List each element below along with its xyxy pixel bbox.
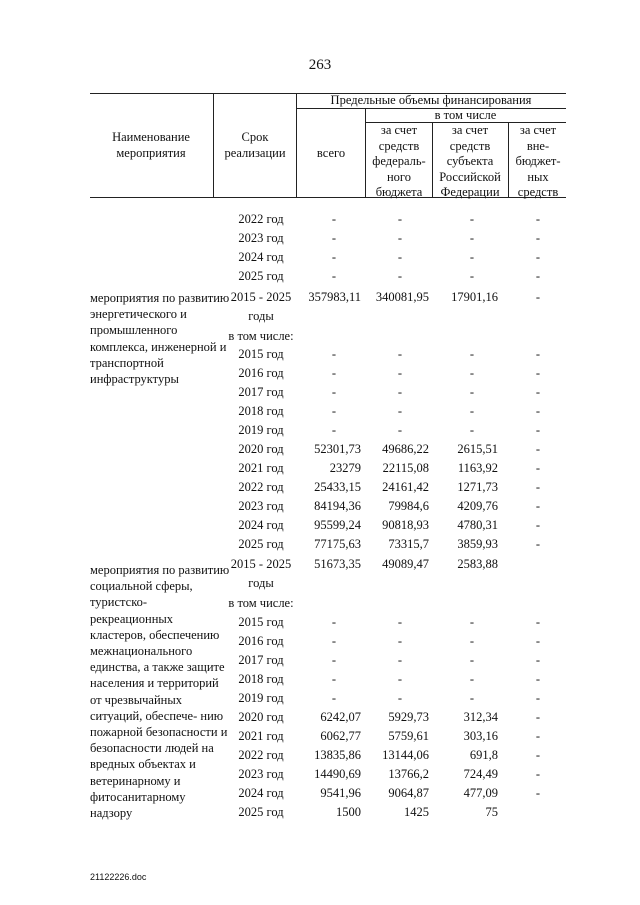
table-row-period: 2025 год (238, 537, 284, 551)
table-row-total: 6062,77 (320, 729, 361, 743)
table-row-extrabudget: - (535, 691, 541, 705)
table-row-subject: 1163,92 (457, 461, 498, 475)
table-row-federal: - (397, 269, 403, 283)
section2-name: мероприятия по развитию социальной сферы, туристско- рекреационных кластеров, обеспечению межнационального единства, а также защите населения и территорий от чрезвычайных ситуаций, обеспече- нию пожарной безопасности и безопасности людей на вредных объектах и ветеринарному и фитосанитарному надзору (90, 563, 230, 821)
table-row-total: - (331, 385, 337, 399)
table-row-subject: - (469, 653, 475, 667)
section2-including: в том числе: (228, 596, 294, 610)
section2-years-word: годы (248, 576, 274, 590)
table-row-period: 2019 год (238, 423, 284, 437)
table-row-federal: 22115,08 (382, 461, 429, 475)
table-row-federal: 1425 (404, 805, 429, 819)
table-row-federal: 24161,42 (382, 480, 429, 494)
table-row-extrabudget: - (535, 729, 541, 743)
table-row-total: 6242,07 (320, 710, 361, 724)
table-row-period: 2017 год (238, 653, 284, 667)
section2-total: 51673,35 (314, 557, 361, 571)
table-row-period: 2023 год (238, 499, 284, 513)
table-row-period: 2025 год (238, 269, 284, 283)
table-row-extrabudget: - (535, 404, 541, 418)
table-row-federal: - (397, 653, 403, 667)
section1-total-period: 2015 - 2025 (230, 290, 292, 304)
header-total: всего (316, 146, 346, 160)
table-row-federal: - (397, 250, 403, 264)
table-row-subject: - (469, 269, 475, 283)
table-row-period: 2023 год (238, 231, 284, 245)
table-row-subject: 2615,51 (457, 442, 498, 456)
table-row-period: 2016 год (238, 634, 284, 648)
table-row-extrabudget: - (535, 499, 541, 513)
table-row-total: 77175,63 (314, 537, 361, 551)
header-federal: за счет средств федераль- ного бюджета (372, 123, 426, 199)
section1-subject: 17901,16 (451, 290, 498, 304)
table-row-extrabudget: - (535, 231, 541, 245)
table-row-total: - (331, 653, 337, 667)
table-row-period: 2018 год (238, 404, 284, 418)
header-limits: Предельные объемы финансирования (330, 93, 532, 107)
table-row-total: - (331, 672, 337, 686)
table-row-subject: 312,34 (463, 710, 498, 724)
header-period: Срок реализации (224, 130, 286, 160)
table-row-federal: - (397, 212, 403, 226)
page-number: 263 (308, 57, 332, 73)
table-row-total: - (331, 615, 337, 629)
table-row-subject: - (469, 634, 475, 648)
header-name: Наименование мероприятия (112, 130, 190, 160)
table-row-total: 52301,73 (314, 442, 361, 456)
table-row-federal: 90818,93 (382, 518, 429, 532)
table-row-subject: 303,16 (463, 729, 498, 743)
table-row-subject: 691,8 (469, 748, 498, 762)
table-row-period: 2024 год (238, 518, 284, 532)
table-row-subject: - (469, 250, 475, 264)
table-row-period: 2021 год (238, 729, 284, 743)
table-row-subject: 724,49 (463, 767, 498, 781)
table-row-extrabudget: - (535, 653, 541, 667)
table-row-federal: - (397, 672, 403, 686)
table-row-extrabudget: - (535, 423, 541, 437)
table-row-federal: - (397, 634, 403, 648)
table-row-period: 2022 год (238, 480, 284, 494)
table-row-period: 2020 год (238, 710, 284, 724)
table-row-extrabudget: - (535, 634, 541, 648)
section1-federal: 340081,95 (375, 290, 429, 304)
table-row-period: 2024 год (238, 250, 284, 264)
table-row-total: 84194,36 (314, 499, 361, 513)
table-row-extrabudget: - (535, 269, 541, 283)
table-row-federal: 79984,6 (388, 499, 429, 513)
table-row-total: 13835,86 (314, 748, 361, 762)
table-row-period: 2022 год (238, 748, 284, 762)
table-row-total: - (331, 212, 337, 226)
table-row-total: - (331, 366, 337, 380)
table-row-subject: 4780,31 (457, 518, 498, 532)
table-row-total: 14490,69 (314, 767, 361, 781)
table-row-period: 2024 год (238, 786, 284, 800)
table-row-period: 2023 год (238, 767, 284, 781)
table-row-federal: - (397, 366, 403, 380)
table-row-extrabudget: - (535, 748, 541, 762)
table-row-total: 25433,15 (314, 480, 361, 494)
table-row-federal: 5929,73 (388, 710, 429, 724)
table-row-subject: - (469, 423, 475, 437)
header-incl: в том числе (434, 108, 497, 122)
table-row-subject: 477,09 (463, 786, 498, 800)
table-row-federal: 5759,61 (388, 729, 429, 743)
table-row-total: 9541,96 (320, 786, 361, 800)
table-row-extrabudget: - (535, 212, 541, 226)
table-row-subject: - (469, 385, 475, 399)
table-row-extrabudget: - (535, 461, 541, 475)
table-row-total: - (331, 404, 337, 418)
table-row-total: 1500 (336, 805, 361, 819)
table-row-federal: - (397, 347, 403, 361)
table-row-extrabudget: - (535, 672, 541, 686)
table-row-total: - (331, 347, 337, 361)
table-row-federal: 49686,22 (382, 442, 429, 456)
table-row-subject: 4209,76 (457, 499, 498, 513)
table-row-period: 2015 год (238, 347, 284, 361)
table-row-subject: - (469, 212, 475, 226)
table-row-extrabudget: - (535, 366, 541, 380)
table-row-federal: - (397, 615, 403, 629)
table-row-federal: - (397, 423, 403, 437)
table-row-subject: - (469, 347, 475, 361)
table-row-federal: 13766,2 (388, 767, 429, 781)
table-row-extrabudget: - (535, 250, 541, 264)
table-row-period: 2025 год (238, 805, 284, 819)
table-row-federal: 73315,7 (388, 537, 429, 551)
section1-name: мероприятия по развитию энергетического и промышленного комплекса, инженерной и транспортной инфраструктуры (90, 291, 230, 387)
table-row-extrabudget: - (535, 767, 541, 781)
table-row-subject: 3859,93 (457, 537, 498, 551)
section2-subject: 2583,88 (457, 557, 498, 571)
table-row-total: - (331, 269, 337, 283)
table-row-subject: - (469, 672, 475, 686)
table-row-period: 2018 год (238, 672, 284, 686)
table-row-extrabudget: - (535, 347, 541, 361)
table-row-period: 2022 год (238, 212, 284, 226)
table-row-period: 2017 год (238, 385, 284, 399)
table-row-federal: - (397, 385, 403, 399)
table-row-period: 2020 год (238, 442, 284, 456)
table-row-federal: - (397, 404, 403, 418)
table-row-extrabudget: - (535, 518, 541, 532)
table-row-subject: - (469, 615, 475, 629)
table-row-total: - (331, 423, 337, 437)
table-row-total: - (331, 634, 337, 648)
table-row-extrabudget: - (535, 615, 541, 629)
table-row-period: 2021 год (238, 461, 284, 475)
table-row-extrabudget: - (535, 385, 541, 399)
table-row-subject: 75 (485, 805, 498, 819)
header-extrabudget: за счет вне- бюджет- ных средств (515, 123, 561, 199)
table-row-period: 2015 год (238, 615, 284, 629)
table-row-extrabudget: - (535, 710, 541, 724)
section2-total-period: 2015 - 2025 (230, 557, 292, 571)
table-row-federal: - (397, 691, 403, 705)
table-row-period: 2016 год (238, 366, 284, 380)
table-row-extrabudget: - (535, 480, 541, 494)
table-row-total: 23279 (329, 461, 361, 475)
table-row-subject: - (469, 691, 475, 705)
footer-filename: 21122226.doc (90, 872, 147, 882)
table-row-subject: - (469, 404, 475, 418)
section1-years-word: годы (248, 309, 274, 323)
table-row-federal: 13144,06 (382, 748, 429, 762)
section2-federal: 49089,47 (382, 557, 429, 571)
table-row-total: - (331, 250, 337, 264)
table-row-total: - (331, 691, 337, 705)
table-row-period: 2019 год (238, 691, 284, 705)
table-row-extrabudget: - (535, 537, 541, 551)
table-row-subject: - (469, 231, 475, 245)
table-row-subject: - (469, 366, 475, 380)
table-row-extrabudget: - (535, 786, 541, 800)
table-row-extrabudget: - (535, 442, 541, 456)
table-row-federal: 9064,87 (388, 786, 429, 800)
header-subject: за счет средств субъекта Российской Федерации (439, 123, 501, 199)
section1-extrabudget: - (535, 290, 541, 304)
table-row-federal: - (397, 231, 403, 245)
section1-total: 357983,11 (308, 290, 361, 304)
table-row-total: 95599,24 (314, 518, 361, 532)
section1-including: в том числе: (228, 329, 294, 343)
table-row-total: - (331, 231, 337, 245)
table-row-subject: 1271,73 (457, 480, 498, 494)
